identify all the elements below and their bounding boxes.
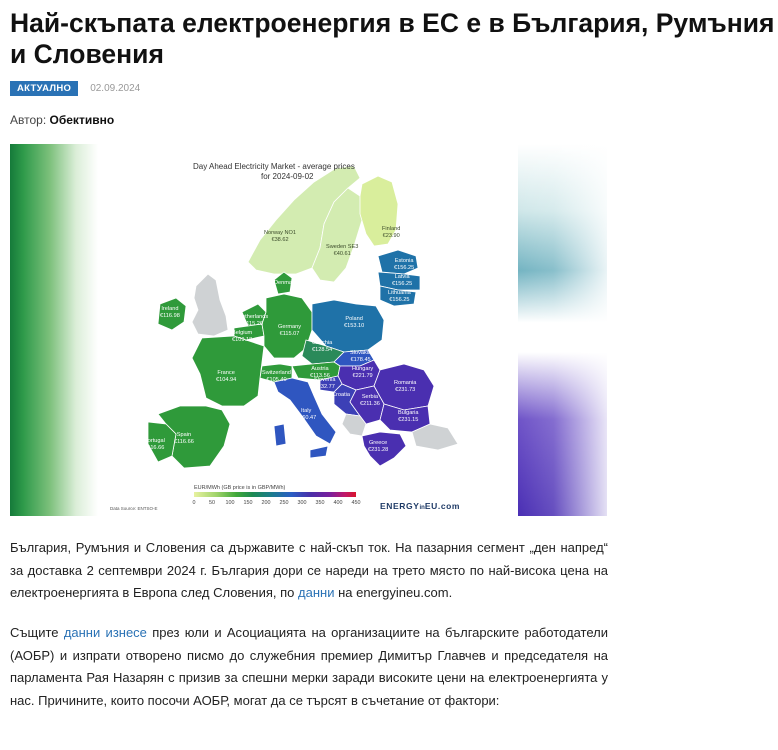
- label-sweden: Sweden SE3 €40.61: [326, 244, 359, 257]
- paragraph-1: [10, 537, 608, 605]
- europe-map-shapes: [98, 144, 518, 516]
- label-lithuania: Lithuania €156.25: [388, 290, 411, 303]
- data-published-link[interactable]: данни изнесе: [63, 625, 147, 640]
- label-croatia: Croatia: [332, 392, 351, 398]
- author-label: Автор:: [10, 113, 47, 127]
- map-title-line1: Day Ahead Electricity Market - average prices: [193, 162, 355, 171]
- label-portugal: Portugal €116.66: [144, 438, 165, 451]
- data-link[interactable]: данни: [298, 585, 335, 600]
- label-romania: Romania €231.73: [394, 380, 417, 393]
- label-slovakia: Slovakia €178.45: [350, 350, 372, 363]
- article-meta: [10, 80, 140, 96]
- paragraph-2-start: Същите: [10, 625, 64, 640]
- category-badge[interactable]: АКТУАЛНО: [10, 81, 78, 96]
- publish-date: 02.09.2024: [90, 82, 141, 94]
- label-latvia: Latvia €156.25: [392, 274, 413, 287]
- label-hungary: Hungary €221.79: [352, 366, 374, 379]
- map-title-line2: for 2024-09-02: [261, 172, 314, 181]
- legend-title: EUR/MWh (GB price is in GBP/MWh): [194, 485, 286, 491]
- label-czechia: Czechia €128.54: [312, 340, 333, 353]
- data-source: Data Source: ENTSO-E: [110, 506, 158, 511]
- legend-tick: 100: [225, 500, 235, 506]
- legend-tick: 0: [192, 500, 196, 506]
- author-name[interactable]: Обективно: [49, 113, 115, 127]
- paragraph-2: [10, 622, 608, 712]
- label-denmark: Denmark: [274, 280, 297, 286]
- brand-logo: ENERGYinEU.com: [380, 501, 461, 511]
- legend-tick: 50: [209, 500, 215, 506]
- paragraph-1-text: България, Румъния и Словения са държавите с най-скъп ток. На пазарния сегмент „ден напред“ за доставка 2 септември 2024 г. България дори се нареди на трето място по най-висока цена на електроенергията в Европа след Словения, по: [10, 540, 608, 600]
- label-ireland: Ireland €116.98: [160, 306, 180, 319]
- label-greece: Greece €231.28: [368, 440, 389, 453]
- label-poland: Poland €153.10: [344, 316, 365, 329]
- label-france: France €104.94: [216, 370, 237, 383]
- europe-price-map: [98, 144, 518, 516]
- label-serbia: Serbia €211.36: [360, 394, 380, 407]
- label-finland: Finland €23.90: [382, 226, 401, 239]
- legend-color-scale: [194, 492, 356, 497]
- paragraph-2-text: през юли и Асоциацията на организациите на българските работодатели (АОБР) и изпрати отворено писмо до служебния премиер Димитър Главчев и председателя на парламента Рая Назарян с призив за спешни мерки заради високите цени на електроенергията у нас. Причините, които посочи АОБР, могат да се търсят в съчетание от фактори:: [10, 625, 608, 708]
- legend-ticks: [189, 500, 364, 508]
- image-blur-left: [10, 144, 98, 516]
- article-image: [10, 144, 607, 516]
- legend-tick: 350: [315, 500, 325, 506]
- legend-tick: 300: [297, 500, 307, 506]
- label-bulgaria: Bulgaria €231.15: [398, 410, 419, 423]
- legend-tick: 200: [261, 500, 271, 506]
- legend-tick: 150: [243, 500, 253, 506]
- label-germany: Germany €115.07: [278, 324, 302, 337]
- label-slovenia: Slovenia €232.77: [314, 377, 336, 390]
- paragraph-1-end: на energyineu.com.: [334, 585, 453, 600]
- label-switzerland: Switzerland €105.40: [262, 370, 291, 383]
- legend-tick: 400: [333, 500, 343, 506]
- article-title: Най-скъпата електроенергия в ЕС е в България, Румъния и Словения: [10, 8, 775, 69]
- label-italy: Italy €160.47: [296, 408, 317, 421]
- label-netherlands: Netherlands €115.26: [238, 314, 269, 327]
- label-austria: Austria €113.56: [310, 366, 330, 379]
- legend-tick: 250: [279, 500, 289, 506]
- author-line: [10, 113, 114, 127]
- label-norway: Norway NO1 €38.62: [264, 230, 297, 243]
- legend-tick: 450: [351, 500, 361, 506]
- map-title: [193, 162, 355, 182]
- label-belgium: Belgium €109.18: [232, 330, 253, 343]
- label-spain: Spain €116.66: [174, 432, 194, 445]
- label-estonia: Estonia €156.25: [394, 258, 415, 271]
- image-blur-right-fade: [518, 144, 607, 516]
